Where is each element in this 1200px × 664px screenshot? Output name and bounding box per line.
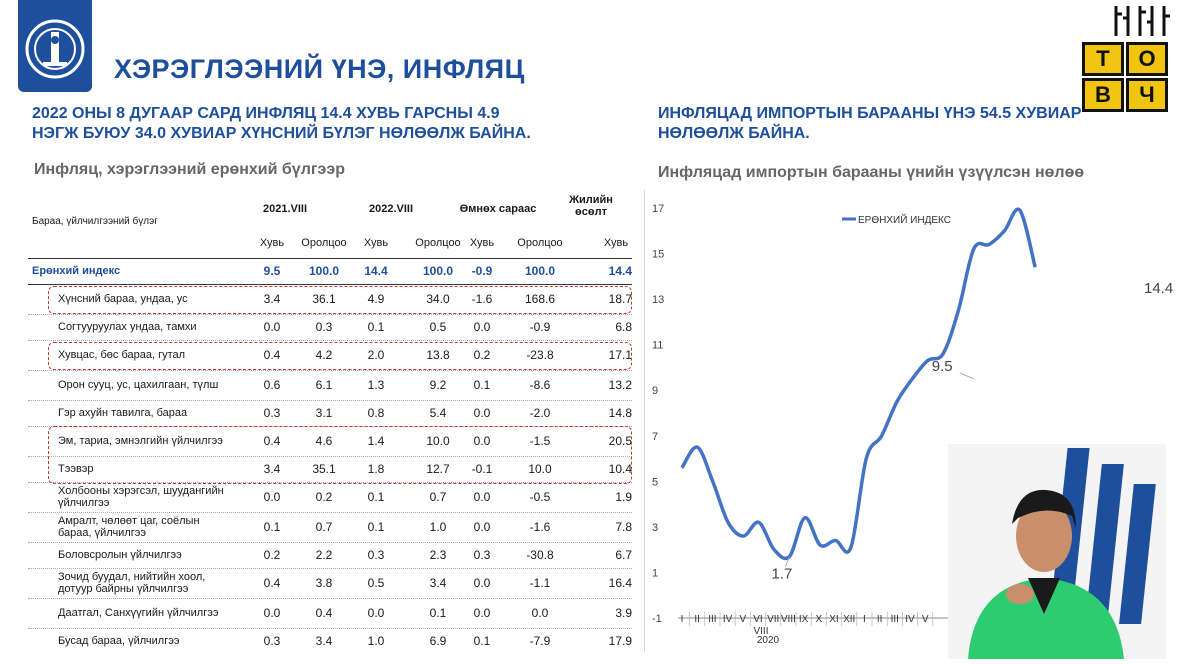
row-value: 0.4 [315,606,333,620]
x-tick-label: IX [798,614,809,625]
x-tick-label: II [694,614,700,625]
row-value: 3.4 [315,634,333,648]
row-value: -23.8 [526,348,554,362]
row-value: 10.4 [608,462,632,476]
row-value: -1.1 [529,576,551,590]
row-value: 0.2 [315,490,333,504]
tovch-letter: Т [1082,42,1124,76]
table-row [28,482,634,512]
table-row [28,568,634,598]
row-value: 3.4 [429,576,447,590]
highlight-box [48,426,632,484]
row-value: 9.5 [263,264,281,278]
row-value: 0.0 [473,606,491,620]
row-value: 1.0 [367,634,385,648]
row-value: 0.2 [473,348,491,362]
page-title: ХЭРЭГЛЭЭНИЙ ҮНЭ, ИНФЛЯЦ [114,54,525,84]
row-value: 0.5 [367,576,385,590]
row-value: -2.0 [529,406,551,420]
row-label: Зочид буудал, нийтийн хоол, дотуур байрны үйлчилгээ [58,571,206,595]
row-value: 0.0 [531,606,549,620]
row-value: 36.1 [312,292,336,306]
row-value: 0.6 [263,378,281,392]
row-value: 0.1 [367,520,385,534]
row-value: -0.5 [529,490,551,504]
row-value: -8.6 [529,378,551,392]
y-tick-label: -1 [652,613,662,625]
legend-label: ЕРӨНХИЙ ИНДЕКС [858,215,951,226]
row-value: 0.5 [429,320,447,334]
row-value: 0.1 [473,378,491,392]
y-tick-label: 9 [652,385,659,398]
row-value: 34.0 [426,292,450,306]
row-value: 9.2 [429,378,447,392]
sub-header: Оролцоо [301,237,347,249]
row-value: 14.4 [608,264,632,278]
row-value: 6.7 [615,548,632,562]
sub-header: Оролцоо [517,237,563,249]
row-value: 6.1 [315,378,333,392]
row-value: 1.8 [367,462,385,476]
row-value: 14.8 [608,406,632,420]
row-label: Даатгал, Санхүүгийн үйлчилгээ [58,607,219,619]
row-label: Согтууруулах ундаа, тамхи [58,321,197,333]
row-value: 0.1 [429,606,447,620]
group-header: 2022.VIII [368,203,414,215]
row-value: -1.6 [471,292,493,306]
row-value: 0.7 [429,490,447,504]
total-row [28,258,634,284]
x-tick-label: X [815,614,823,625]
row-value: -7.9 [529,634,551,648]
row-value: 3.8 [315,576,333,590]
table-section-title: Инфляц, хэрэглээний ерөнхий бүлгээр [34,161,345,178]
row-value: 0.0 [263,320,281,334]
sign-language-interpreter-video [948,444,1166,659]
row-value: 0.2 [263,548,281,562]
tovch-logo [1082,42,1168,112]
table-row [28,542,634,568]
row-label: Тээвэр [58,463,94,475]
row-value: 0.8 [367,406,385,420]
row-value: 17.9 [608,634,632,648]
sub-header: Хувь [603,237,629,249]
group-header: 2021.VIII [262,203,308,215]
row-value: 0.3 [263,634,281,648]
row-value: 18.7 [608,292,632,306]
x-tick-label: IV [722,614,733,625]
y-tick-label: 3 [652,521,659,534]
row-value: 100.0 [524,264,556,278]
highlight-box [48,342,632,370]
row-value: 4.2 [315,348,333,362]
data-label: 9.5 [931,357,953,375]
row-value: -1.5 [529,434,551,448]
row-value: -1.6 [529,520,551,534]
table-row [28,400,634,426]
x-tick-label: I [863,614,866,625]
row-value: 14.4 [364,264,388,278]
sub-header: Хувь [469,237,495,249]
row-value: 0.1 [473,634,491,648]
row-label: Гэр ахуйн тавилга, бараа [58,407,188,419]
row-value: 100.0 [422,264,454,278]
left-subtitle: 2022 ОНЫ 8 ДУГААР САРД ИНФЛЯЦ 14.4 ХУВЬ ГАРСНЫ 4.9 НЭГЖ БУЮУ 34.0 ХУВИАР ХҮНСНИЙ БҮЛЭГ НӨЛӨӨЛЖ БАЙНА. [32,105,531,142]
row-value: 12.7 [426,462,450,476]
row-value: 0.3 [367,548,385,562]
row-value: 1.3 [367,378,385,392]
row-value: 168.6 [524,292,556,306]
row-value: 0.0 [473,406,491,420]
x-tick-label: IV [905,614,915,625]
row-value: 0.3 [473,548,491,562]
group-header: Өмнөх сараас [459,203,537,215]
row-label: Орон сууц, ус, цахилгаан, түлш [58,379,219,391]
row-label: Эм, тариа, эмнэлгийн үйлчилгээ [58,435,223,447]
row-value: 2.0 [367,348,385,362]
row-value: 10.0 [528,462,552,476]
row-value: -0.9 [529,320,551,334]
highlight-box [48,286,632,314]
x-tick-label: V [739,614,747,625]
row-value: 17.1 [608,348,632,362]
y-tick-label: 15 [652,248,665,261]
group-header: Жилийн өсөлт [569,194,613,218]
row-value: 100.0 [308,264,340,278]
y-tick-label: 1 [652,567,659,580]
y-tick-label: 7 [652,430,659,443]
table-row [28,512,634,542]
row-label: Холбооны хэрэгсэл, шуудангийн үйлчилгээ [58,485,224,509]
row-value: 0.3 [263,406,281,420]
y-tick-label: 11 [652,339,664,352]
x-tick-label: II [876,614,883,625]
row-label: Ерөнхий индекс [32,265,121,277]
row-value: 0.4 [263,434,281,448]
row-value: 3.4 [263,462,281,476]
table-row [28,628,634,654]
row-value: 1.0 [429,520,447,534]
annotation-leader [960,373,974,379]
row-value: 0.0 [473,320,491,334]
x-tick-label: VIII [780,614,796,625]
category-header: Бараа, үйлчилгээний бүлэг [32,216,158,227]
mongolian-script-logo [1108,4,1176,40]
data-label: 14.4 [1144,280,1174,298]
row-value: 2.3 [429,548,447,562]
row-value: 1.4 [367,434,385,448]
right-subtitle: ИНФЛЯЦАД ИМПОРТЫН БАРААНЫ ҮНЭ 54.5 ХУВИАР НӨЛӨӨЛЖ БАЙНА. [658,105,1082,142]
row-value: 0.7 [315,520,333,534]
row-label: Боловсролын үйлчилгээ [58,549,182,561]
row-value: 0.0 [473,520,491,534]
row-value: 0.0 [473,576,491,590]
x-tick-label: VII [767,614,780,625]
row-value: -30.8 [526,548,554,562]
x-tick-label: III [890,614,899,625]
row-label: Амралт, чөлөөт цаг, соёлын бараа, үйлчилгээ [58,515,200,539]
row-value: 16.4 [608,576,632,590]
sub-header: Хувь [363,237,389,249]
x-tick-label: V [921,614,929,625]
panel-divider [644,190,645,652]
tovch-letter: О [1126,42,1168,76]
row-value: 2.2 [315,548,333,562]
year-label: 2020 [756,635,780,646]
row-value: 0.4 [263,576,281,590]
x-tick-label: I [680,614,684,625]
row-label: Хувцас, бөс бараа, гутал [58,349,186,361]
x-tick-label: VIII [753,626,769,637]
row-value: 4.6 [315,434,333,448]
row-value: 3.4 [263,292,281,306]
row-value: 0.0 [473,434,491,448]
row-value: 6.8 [615,320,632,334]
row-value: 0.1 [263,520,281,534]
row-value: 7.8 [615,520,632,534]
x-tick-label: III [708,614,717,625]
x-tick-label: VI [753,614,763,625]
y-tick-label: 5 [652,476,659,489]
chart-section-title: Инфляцад импортын барааны үнийн үзүүлсэн нөлөө [658,164,1085,181]
row-value: 3.1 [315,406,333,420]
row-value: 13.8 [426,348,450,362]
table-row [28,314,634,340]
row-value: 5.4 [429,406,447,420]
row-value: 0.1 [367,490,385,504]
tovch-letter: В [1082,78,1124,112]
sub-header: Хувь [259,237,285,249]
row-value: 0.3 [315,320,333,334]
row-value: 0.0 [263,490,281,504]
row-value: 10.0 [426,434,450,448]
table-row [28,370,634,400]
row-label: Бусад бараа, үйлчилгээ [58,635,180,647]
row-value: 3.9 [615,606,632,620]
tovch-letter: Ч [1126,78,1168,112]
row-value: 0.4 [263,348,281,362]
sub-header: Оролцоо [415,237,461,249]
row-value: 0.1 [367,320,385,334]
row-value: 20.5 [608,434,632,448]
row-value: 0.0 [367,606,385,620]
table-row [28,598,634,628]
row-value: 0.0 [473,490,491,504]
y-tick-label: 13 [652,294,665,307]
row-label: Хүнсний бараа, ундаа, ус [58,293,188,305]
data-label: 1.7 [771,565,793,583]
row-value: -0.1 [471,462,493,476]
coat-of-arms-logo [18,0,92,92]
row-value: 1.9 [615,490,632,504]
x-tick-label: XI [829,614,839,625]
row-value: 13.2 [608,378,632,392]
row-value: -0.9 [471,264,493,278]
x-tick-label: XII [843,614,856,625]
row-value: 4.9 [367,292,385,306]
row-value: 0.0 [263,606,281,620]
row-value: 35.1 [312,462,336,476]
row-value: 6.9 [429,634,447,648]
y-tick-label: 17 [652,203,665,215]
